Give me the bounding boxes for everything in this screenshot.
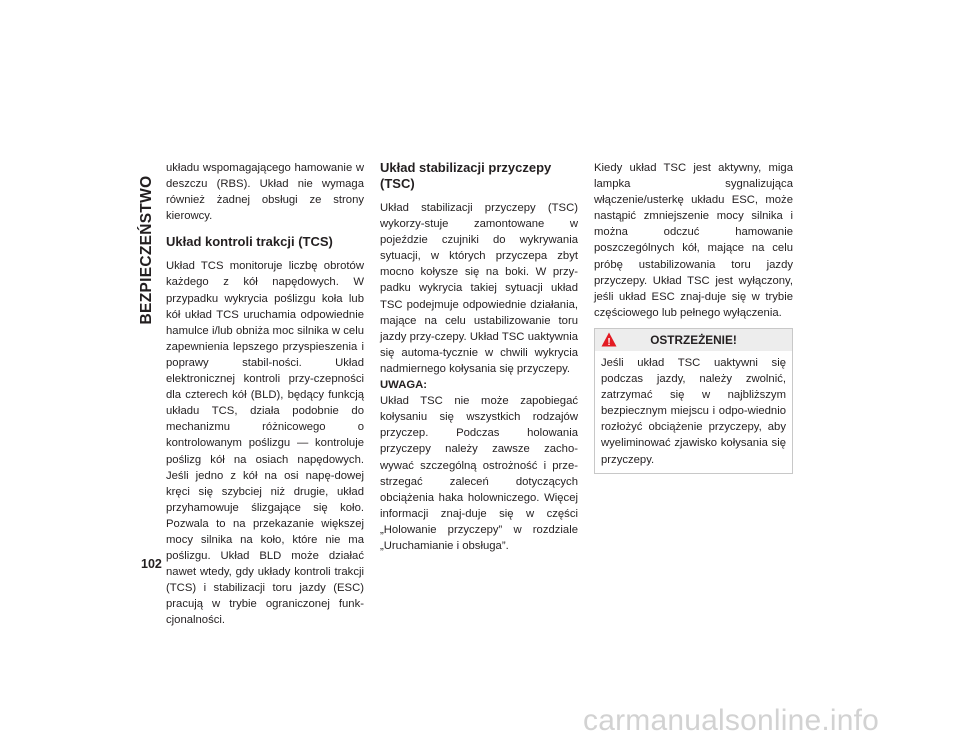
warning-title: OSTRZEŻENIE! xyxy=(650,332,737,347)
section-title: BEZPIECZEŃSTWO xyxy=(138,175,155,325)
tcs-paragraph: Układ TCS monitoruje liczbę obrotów każdego z kół napędowych. W przypadku wykrycia poślizgu koła lub kół układ TCS uruchamia odpowiednie hamulce i/lub obniża moc silnika w celu zapewnienia lepszego przyspieszenia i poprawy stabil-ności. Układ elektronicznej kontroli przy-czepności dla czterech kół (BLD), będący funkcją układu TCS, działa podobnie do mechanizmu różnicowego o kontrolowanym poślizgu — kontroluje poślizg kół na osiach napędowych. Jeśli jedno z kół na osi napę-dowej kręci się szybciej niż drugie, układ przyhamowuje ślizgające się koło. Pozwala to na przekazanie większej mocy silnika na koło, które nie ma poślizgu. Układ BLD może działać nawet wtedy, gdy układy kontroli trakcji (TCS) i stabilizacji toru jazdy (ESC) pracują w trybie ograniczonej funk-cjonalności. xyxy=(166,260,364,627)
column-2 xyxy=(380,160,578,554)
watermark: carmanualsonline.info xyxy=(583,704,880,737)
warning-triangle-icon xyxy=(601,332,617,347)
intro-paragraph: układu wspomagającego hamowanie w deszczu (RBS). Układ nie wymaga również żadnej obsługi ze strony kierowcy. xyxy=(166,162,364,223)
warning-box xyxy=(594,328,793,474)
note-paragraph: Układ TSC nie może zapobiegać kołysaniu się wszystkich rodzajów przyczep. Podczas holowania przyczepy należy zawsze zacho-wywać szczególną ostrożność i prze-strzegać zaleceń dotyczących obciążenia haka holowniczego. Więcej informacji znaj-duje się w części „Holowanie przyczepy” w rozdziale „Uruchamianie i obsługa”. xyxy=(380,395,578,552)
warning-icon-mark: ! xyxy=(607,336,611,347)
tcs-heading: Układ kontroli trakcji (TCS) xyxy=(166,234,333,250)
column-1 xyxy=(166,160,364,629)
tsc-paragraph: Układ stabilizacji przyczepy (TSC) wykorzy-stuje zamontowane w pojeździe czujniki do wykrywania sytuacji, w których przyczepa zbyt mocno kołysze się na boki. W przy-padku wykrycia takiej sytuacji układ TSC podejmuje odpowiednie działania, mające na celu ustabilizowanie toru jazdy przy-czepy. Układ TSC uaktywnia się automa-tycznie w chwili wykrycia nadmiernego kołysania się przyczepy. xyxy=(380,202,578,375)
page-number: 102 xyxy=(141,557,162,571)
note-label: UWAGA: xyxy=(380,379,428,392)
column-3 xyxy=(594,160,793,474)
tsc-heading: Układ stabilizacji przyczepy (TSC) xyxy=(380,160,552,191)
warning-header xyxy=(595,329,792,351)
tsc-active-paragraph: Kiedy układ TSC jest aktywny, miga lampka sygnalizująca włączenie/usterkę układu ESC, może nastąpić zmniejszenie mocy silnika i można odczuć hamowanie poszczególnych kół, mające na celu próbę ustabilizowania toru jazdy przyczepy. Układ TSC jest wyłączony, jeśli układ ESC znaj-duje się w trybie częściowego lub pełnego wyłączenia. xyxy=(594,162,793,319)
section-side-tab xyxy=(138,166,155,334)
warning-text: Jeśli układ TSC uaktywni się podczas jazdy, należy zwolnić, zatrzymać się w najbliższym bezpiecznym miejscu i odpo-wiednio rozłożyć obciążenie przyczepy, aby wyeliminować zjawisko kołysania się przyczepy. xyxy=(601,356,786,466)
